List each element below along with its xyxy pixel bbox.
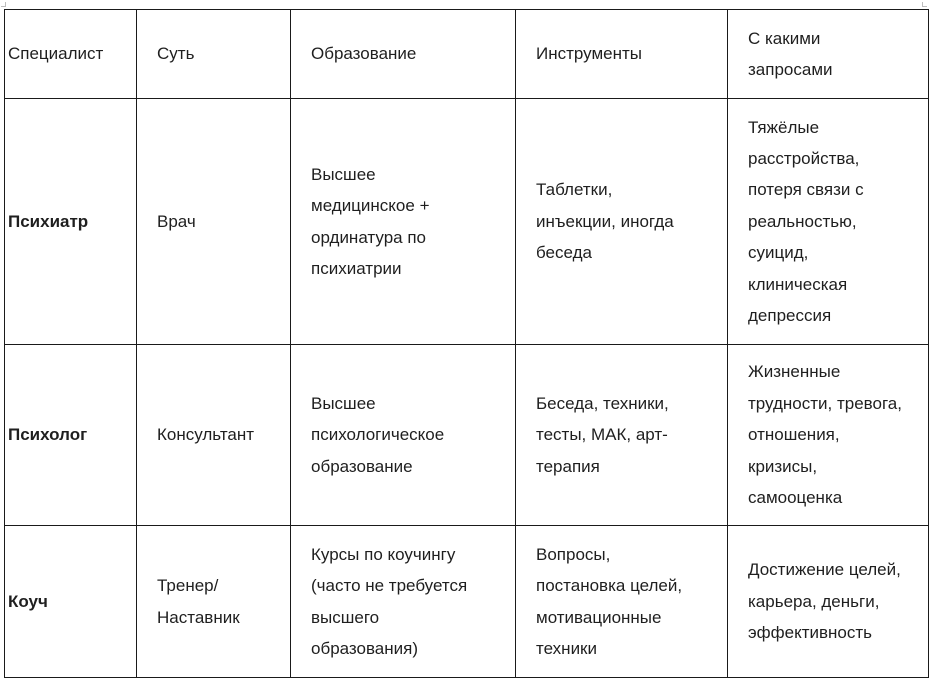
cell-education: Высшее психологическое образование <box>291 345 516 526</box>
cell-requests: Достижение целей, карьера, деньги, эффективность <box>728 526 929 678</box>
header-cell-essence: Суть <box>137 10 291 99</box>
header-cell-tools: Инструменты <box>516 10 728 99</box>
cell-essence: Консультант <box>137 345 291 526</box>
cell-specialist: Психолог <box>5 345 137 526</box>
cell-requests: Тяжёлые расстройства, потеря связи с реальностью, суицид, клиническая депрессия <box>728 99 929 345</box>
table-header-row <box>5 10 929 99</box>
cell-specialist: Психиатр <box>5 99 137 345</box>
cell-essence: Тренер/ Наставник <box>137 526 291 678</box>
header-cell-requests: С какими запросами <box>728 10 929 99</box>
cell-tools: Беседа, техники, тесты, МАК, арт- терапия <box>516 345 728 526</box>
cell-education: Курсы по коучингу (часто не требуется высшего образования) <box>291 526 516 678</box>
cell-specialist: Коуч <box>5 526 137 678</box>
cell-tools: Вопросы, постановка целей, мотивационные техники <box>516 526 728 678</box>
table-row <box>5 345 929 526</box>
text-boundary-corner-top-right <box>922 2 927 7</box>
cell-essence: Врач <box>137 99 291 345</box>
specialists-comparison-table <box>4 9 929 678</box>
header-cell-education: Образование <box>291 10 516 99</box>
text-boundary-corner-top-left <box>1 2 6 7</box>
cell-requests: Жизненные трудности, тревога, отношения, кризисы, самооценка <box>728 345 929 526</box>
cell-education: Высшее медицинское + ординатура по психиатрии <box>291 99 516 345</box>
header-cell-specialist: Специалист <box>5 10 137 99</box>
cell-tools: Таблетки, инъекции, иногда беседа <box>516 99 728 345</box>
table-row <box>5 526 929 678</box>
table-row <box>5 99 929 345</box>
